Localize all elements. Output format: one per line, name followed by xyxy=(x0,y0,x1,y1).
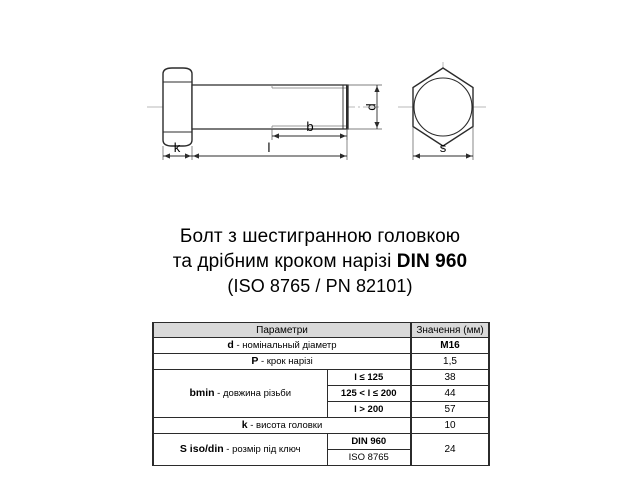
bmin-condition-1: l ≤ 125 xyxy=(327,370,411,386)
hex-head-end-view xyxy=(398,62,488,160)
bmin-condition-3: l > 200 xyxy=(327,402,411,418)
bolt-side-view xyxy=(147,68,382,160)
param-label-d xyxy=(153,338,411,354)
title-line-3: (ISO 8765 / PN 82101) xyxy=(227,276,413,296)
k-arrow-left xyxy=(164,153,170,158)
dimension-label-l: l xyxy=(267,140,271,155)
s-arrow-right xyxy=(466,153,472,158)
dimension-label-s: s xyxy=(439,140,447,155)
dimension-label-b: b xyxy=(306,119,314,134)
parameters-table xyxy=(152,322,490,466)
dimension-label-d: d xyxy=(363,103,379,111)
bolt-shank xyxy=(192,85,348,129)
title-line-1: Болт з шестигранною головкою xyxy=(179,226,461,247)
bmin-condition-2: 125 < l ≤ 200 xyxy=(327,386,411,402)
table-row-s-1 xyxy=(153,434,489,450)
d-arrow-bottom xyxy=(374,122,379,128)
header-parameters: Параметри xyxy=(153,323,411,338)
table-row-d xyxy=(153,338,489,354)
dimension-label-k: k xyxy=(173,140,181,155)
s-standard-iso: ISO 8765 xyxy=(327,450,411,466)
table-row-p xyxy=(153,354,489,370)
k-arrow-right xyxy=(185,153,191,158)
table-row-bmin-1 xyxy=(153,370,489,386)
param-desc-d: - номінальный діаметр xyxy=(233,340,337,351)
bmin-value-2: 44 xyxy=(411,386,489,402)
param-desc-p: - крок нарізі xyxy=(258,356,313,367)
param-value-d: M16 xyxy=(411,338,489,354)
param-desc-s: - розмір під ключ xyxy=(223,444,301,455)
product-title xyxy=(0,224,640,299)
param-label-p xyxy=(153,354,411,370)
s-arrow-left xyxy=(414,153,420,158)
b-arrow-right xyxy=(340,133,346,138)
header-values: Значення (мм) xyxy=(411,323,489,338)
param-symbol-bmin: bmin xyxy=(189,387,215,399)
hexagon-outline xyxy=(413,68,473,146)
l-arrow-left xyxy=(193,153,199,158)
param-value-p: 1,5 xyxy=(411,354,489,370)
bmin-value-3: 57 xyxy=(411,402,489,418)
param-value-k: 10 xyxy=(411,418,489,434)
param-symbol-k: k xyxy=(241,419,248,431)
d-arrow-top xyxy=(374,86,379,92)
bmin-value-1: 38 xyxy=(411,370,489,386)
param-symbol-p: P xyxy=(251,355,259,367)
param-desc-k: - висота головки xyxy=(247,420,323,431)
title-line-2-prefix: та дрібним кроком нарізі xyxy=(172,251,397,272)
param-label-k xyxy=(153,418,411,434)
bolt-technical-drawing xyxy=(0,0,640,200)
title-line-2 xyxy=(0,249,640,274)
title-standard-din: DIN 960 xyxy=(396,251,468,272)
l-arrow-right xyxy=(340,153,346,158)
param-symbol-d: d xyxy=(227,339,234,351)
bolt-head-outline xyxy=(163,68,192,146)
param-value-s: 24 xyxy=(411,434,489,466)
s-standard-din: DIN 960 xyxy=(327,434,411,450)
table-header-row xyxy=(153,323,489,338)
param-desc-bmin: - довжина різьби xyxy=(214,388,292,399)
param-symbol-s: S iso/din xyxy=(179,443,224,455)
param-label-s xyxy=(153,434,327,466)
dimension-l xyxy=(192,129,347,160)
param-label-bmin xyxy=(153,370,327,418)
table-row-k xyxy=(153,418,489,434)
b-arrow-left xyxy=(273,133,279,138)
